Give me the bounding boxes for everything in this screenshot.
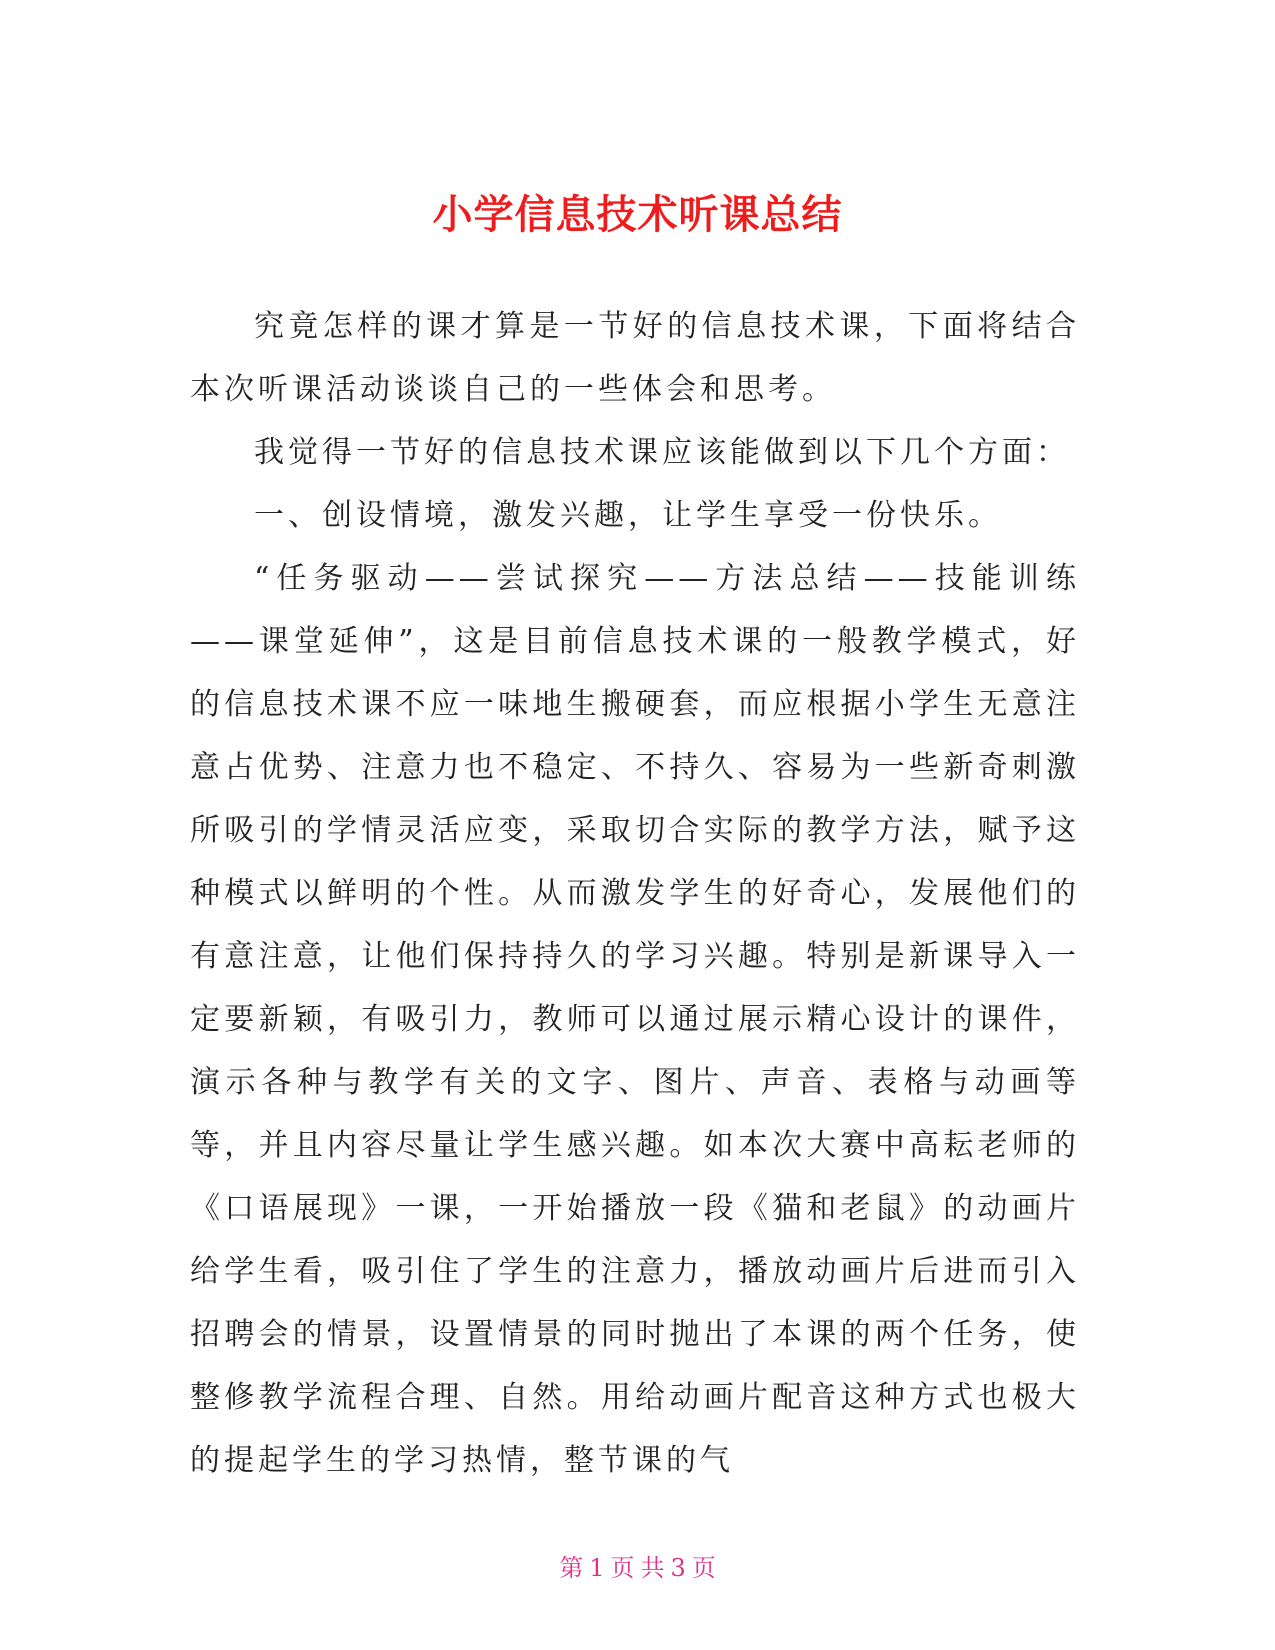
footer-total-pages: 3 bbox=[670, 1554, 686, 1582]
footer-suffix: 页 bbox=[691, 1554, 716, 1582]
footer-prefix: 第 bbox=[559, 1554, 584, 1582]
footer-total-prefix: 共 bbox=[640, 1554, 665, 1582]
footer-current-page: 1 bbox=[589, 1554, 605, 1582]
paragraph-heading-one: 一、创设情境，激发兴趣，让学生享受一份快乐。 bbox=[254, 498, 1002, 533]
document-title: 小学信息技术听课总结 bbox=[432, 191, 843, 238]
paragraph-intro: 究竟怎样的课才算是一节好的信息技术课，下面将结合本次听课活动谈谈自己的一些体会和思考。 bbox=[190, 309, 1080, 407]
page-footer bbox=[0, 1553, 1275, 1583]
footer-page-word: 页 bbox=[610, 1554, 635, 1582]
paragraph-aspects: 我觉得一节好的信息技术课应该能做到以下几个方面： bbox=[254, 435, 1070, 470]
paragraph-task-driven: “任务驱动——尝试探究——方法总结——技能训练——课堂延伸”，这是目前信息技术课的一般教学模式，好的信息技术课不应一味地生搬硬套，而应根据小学生无意注意占优势、注意力也不稳定、不持久、容易为一些新奇刺激所吸引的学情灵活应变，采取切合实际的教学方法，赋予这种模式以鲜明的个性。从而激发学生的好奇心，发展他们的有意注意，让他们保持持久的学习兴趣。特别是新课导入一定要新颖，有吸引力，教师可以通过展示精心设计的课件，演示各种与教学有关的文字、图片、声音、表格与动画等等，并且内容尽量让学生感兴趣。如本次大赛中高耘老师的《口语展现》一课，一开始播放一段《猫和老鼠》的动画片给学生看，吸引住了学生的注意力，播放动画片后进而引入招聘会的情景，设置情景的同时抛出了本课的两个任务，使整修教学流程合理、自然。用给动画片配音这种方式也极大的提起学生的学习热情，整节课的气 bbox=[190, 561, 1080, 1478]
document-body bbox=[190, 295, 1080, 1492]
